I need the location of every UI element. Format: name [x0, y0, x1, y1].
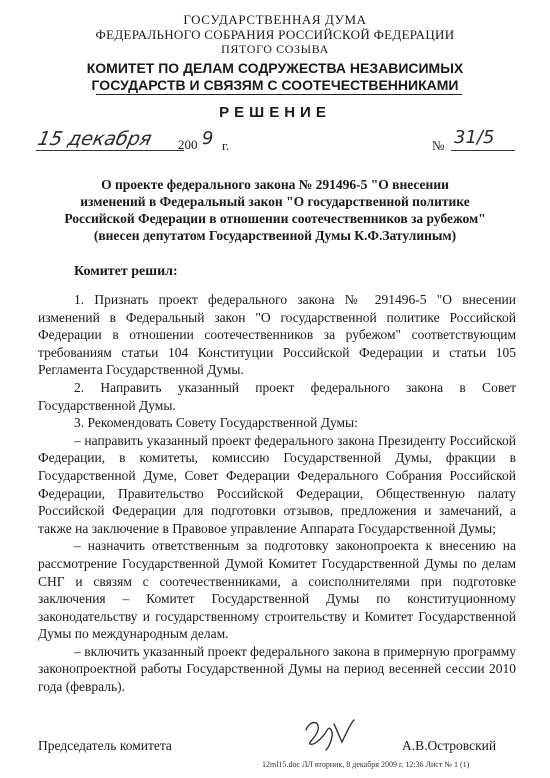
decision-body [38, 291, 516, 696]
title-line: (внесен депутатом Государственной Думы К.Ф.Затулиным) [93, 228, 457, 243]
signatory-name: А.В.Островский [402, 738, 497, 753]
paragraph-3-item-3: – включить указанный проект федерального закона в примерную программу законопроектной работы Государственной Думы на период весенней сессии 2010 года (февраль). [38, 643, 516, 695]
paragraph-3-item-2: – назначить ответственным за подготовку законопроекта к внесению на рассмотрение Государственной Думой Комитет Государственной Думы по делам СНГ и связям с соотечественниками, а соисполнителями при подготовке заключения – Комитет Государственной Думы по конституционному законодательству и государственному строительству и Комитет Государственной Думы по международным делам. [38, 538, 516, 642]
paragraph-3-item-1: – направить указанный проект федерального закона Президенту Российской Федерации, в комитеты, комиссию Государственной Думы, фракции в Государственной Думе, Совет Федерации Федерального Собрания Российской Федерации, Правительство Российской Федерации, Общественную палату Российской Федерации для подготовки отзывов, предложения и замечаний, а также на заключение в Правовое управление Аппарата Государственной Думы; [38, 432, 516, 536]
date-day-month: 15 декабря [35, 128, 154, 150]
header-convocation: ПЯТОГО СОЗЫВА [221, 42, 329, 56]
paragraph-3: 3. Рекомендовать Совету Государственной Думы: [74, 415, 358, 431]
number-underline [451, 150, 515, 151]
header-divider [96, 94, 462, 95]
date-year-suffix: г. [222, 138, 230, 153]
committee-name-line2: ГОСУДАРСТВ И СВЯЗЯМ С СООТЕЧЕСТВЕННИКАМИ [91, 77, 459, 93]
document-title [40, 176, 510, 244]
signatory-role: Председатель комитета [38, 738, 172, 753]
title-line: О проекте федерального закона № 291496-5 "О внесении [101, 177, 449, 192]
paragraph-1: 1. Признать проект федерального закона № 291496-5 "О внесении изменений в Федеральный закон "О государственной политике Российской Федерации в отношении соотечественников за рубежом" соответствующим требованиям статьи 104 Конституции Российской Федерации и статьи 105 Регламента Государственной Думы. [38, 292, 516, 378]
date-underline [36, 150, 184, 151]
handwritten-signature [300, 716, 360, 752]
title-line: Российской Федерации в отношении соотечественников за рубежом" [64, 211, 486, 226]
page-footer: 12ml15.doc ЛЛ вторник, 8 декабря 2009 г. 12:36 Лист № 1 (1) [262, 760, 470, 769]
title-line: изменений в Федеральный закон "О государственной политике [80, 194, 470, 209]
date-year-digit: 9 [202, 128, 214, 149]
decision-heading: РЕШЕНИЕ [219, 104, 331, 121]
paragraph-2: 2. Направить указанный проект федерального закона в Совет Государственной Думы. [38, 379, 516, 413]
number-symbol: № [432, 138, 445, 153]
header-federal-assembly: ФЕДЕРАЛЬНОГО СОБРАНИЯ РОССИЙСКОЙ ФЕДЕРАЦИИ [95, 27, 455, 42]
header-duma: ГОСУДАРСТВЕННАЯ ДУМА [183, 12, 367, 27]
committee-decided-label: Комитет решил: [74, 264, 178, 279]
committee-name-line1: КОМИТЕТ ПО ДЕЛАМ СОДРУЖЕСТВА НЕЗАВИСИМЫХ [86, 60, 464, 76]
date-year-prefix: 200 [178, 137, 198, 152]
decision-number: 31/5 [454, 127, 495, 148]
